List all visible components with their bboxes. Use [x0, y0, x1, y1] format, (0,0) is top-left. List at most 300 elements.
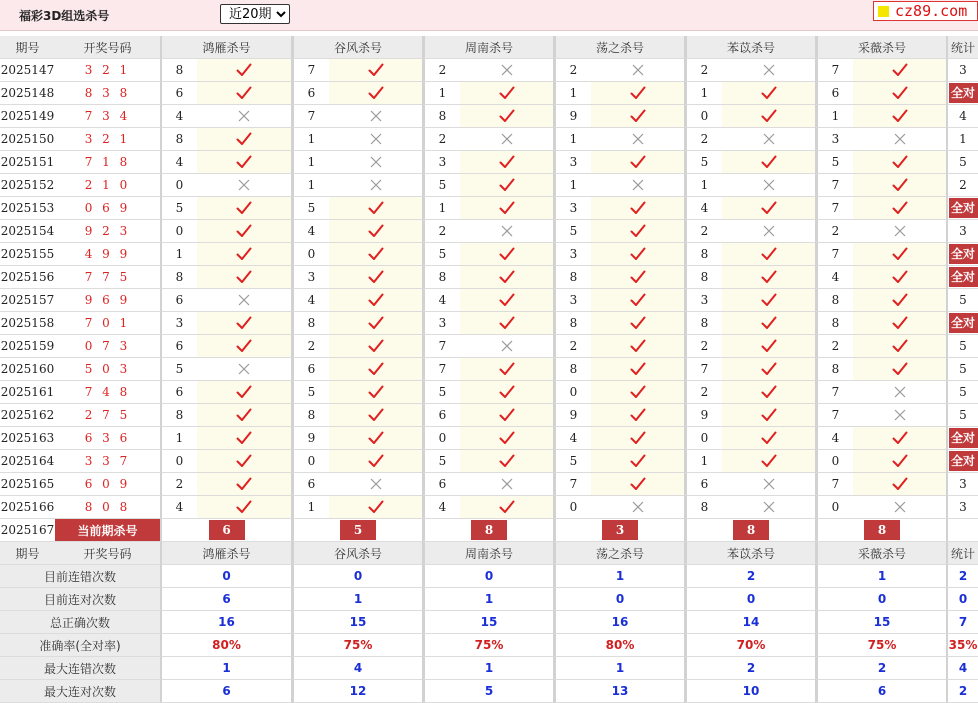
result-mark: [197, 197, 291, 220]
check-icon: [892, 316, 908, 330]
stats-label: 最大连对次数: [0, 680, 160, 703]
draw-number: 9 2 3: [55, 220, 160, 243]
stats-value: 16: [553, 611, 684, 634]
column-header-expert: 采薇杀号: [815, 36, 946, 59]
check-icon: [368, 385, 384, 399]
issue-number: 2025166: [0, 496, 55, 519]
table-row: [0, 197, 978, 220]
current-kill-digit: [553, 519, 684, 542]
check-icon: [761, 385, 777, 399]
result-mark: [853, 427, 946, 450]
stats-total: 4: [946, 657, 978, 680]
stat-count: 1: [946, 128, 978, 151]
period-select[interactable]: [220, 4, 290, 24]
check-icon: [499, 247, 515, 261]
result-mark: [853, 105, 946, 128]
check-icon: [630, 293, 646, 307]
killed-digit: 0: [422, 427, 460, 450]
killed-digit: 7: [422, 335, 460, 358]
stats-value: 13: [553, 680, 684, 703]
column-header-draw: 开奖号码: [55, 542, 160, 565]
stats-value: 2: [684, 657, 815, 680]
table-row: [0, 404, 978, 427]
check-icon: [761, 362, 777, 376]
killed-digit: 7: [815, 381, 853, 404]
killed-digit: 1: [291, 496, 329, 519]
stats-label: 目前连对次数: [0, 588, 160, 611]
check-icon: [236, 155, 252, 169]
cross-icon: [763, 64, 775, 76]
killed-digit: 6: [160, 381, 197, 404]
killed-digit: 8: [684, 243, 722, 266]
check-icon: [761, 408, 777, 422]
check-icon: [236, 431, 252, 445]
result-mark: [853, 450, 946, 473]
check-icon: [630, 431, 646, 445]
stats-value: 0: [815, 588, 946, 611]
result-mark: [853, 151, 946, 174]
check-icon: [368, 224, 384, 238]
stats-value: 1: [553, 657, 684, 680]
table-row: [0, 82, 978, 105]
killed-digit: 6: [291, 473, 329, 496]
result-mark: [329, 128, 422, 151]
check-icon: [892, 109, 908, 123]
check-icon: [761, 86, 777, 100]
stats-value: 80%: [160, 634, 291, 657]
issue-number: 2025152: [0, 174, 55, 197]
table-row: [0, 358, 978, 381]
column-header-expert: 谷风杀号: [291, 36, 422, 59]
stats-value: 0: [553, 588, 684, 611]
all-right-badge: 全对: [949, 313, 978, 333]
current-kill-digit: [815, 519, 946, 542]
cross-icon: [238, 294, 250, 306]
check-icon: [368, 431, 384, 445]
check-icon: [368, 201, 384, 215]
column-header-issue: 期号: [0, 542, 55, 565]
draw-number: 2 1 0: [55, 174, 160, 197]
result-mark: [329, 427, 422, 450]
draw-number: 7 7 5: [55, 266, 160, 289]
killed-digit: 1: [684, 174, 722, 197]
killed-digit: 0: [160, 220, 197, 243]
killed-digit: 3: [160, 312, 197, 335]
result-mark: [329, 404, 422, 427]
result-mark: [329, 82, 422, 105]
check-icon: [236, 247, 252, 261]
result-mark: [460, 151, 553, 174]
draw-number: 4 9 9: [55, 243, 160, 266]
stats-value: 75%: [815, 634, 946, 657]
draw-number: 7 4 8: [55, 381, 160, 404]
result-mark: [853, 404, 946, 427]
killed-digit: 5: [160, 197, 197, 220]
killed-digit: 9: [291, 427, 329, 450]
killed-digit: 7: [684, 358, 722, 381]
result-mark: [197, 496, 291, 519]
site-logo[interactable]: [873, 1, 978, 21]
result-mark: [722, 174, 815, 197]
all-right-badge: 全对: [949, 267, 978, 287]
cross-icon: [632, 501, 644, 513]
result-mark: [197, 312, 291, 335]
check-icon: [892, 431, 908, 445]
result-mark: [197, 174, 291, 197]
check-icon: [892, 201, 908, 215]
stats-value: 5: [422, 680, 553, 703]
stats-value: 15: [422, 611, 553, 634]
all-right-badge: 全对: [949, 83, 978, 103]
result-mark: [591, 266, 684, 289]
stats-value: 80%: [553, 634, 684, 657]
cross-icon: [501, 64, 513, 76]
killed-digit: 2: [553, 335, 591, 358]
killed-digit: 4: [291, 289, 329, 312]
result-mark: [591, 289, 684, 312]
current-kill-digit: [160, 519, 291, 542]
check-icon: [236, 224, 252, 238]
stats-label: 准确率(全对率): [0, 634, 160, 657]
result-mark: [722, 427, 815, 450]
draw-number: 7 1 8: [55, 151, 160, 174]
killed-digit: 5: [422, 174, 460, 197]
issue-number: 2025160: [0, 358, 55, 381]
result-mark: [853, 312, 946, 335]
cross-icon: [632, 64, 644, 76]
all-right-badge: 全对: [949, 428, 978, 448]
check-icon: [892, 178, 908, 192]
cross-icon: [894, 409, 906, 421]
check-icon: [499, 385, 515, 399]
cross-icon: [370, 179, 382, 191]
killed-digit: 7: [815, 59, 853, 82]
table-row: [0, 174, 978, 197]
result-mark: [722, 312, 815, 335]
check-icon: [236, 454, 252, 468]
column-header-expert: 谷风杀号: [291, 542, 422, 565]
check-icon: [630, 362, 646, 376]
draw-number: 3 2 1: [55, 59, 160, 82]
stat-count: 5: [946, 404, 978, 427]
current-stat-empty: [946, 519, 978, 542]
stats-value: 6: [815, 680, 946, 703]
check-icon: [499, 500, 515, 514]
stats-total: 35%: [946, 634, 978, 657]
issue-number: 2025155: [0, 243, 55, 266]
stats-value: 6: [160, 588, 291, 611]
check-icon: [368, 86, 384, 100]
logo-square-icon: [878, 6, 889, 17]
killed-digit: 7: [815, 404, 853, 427]
result-mark: [329, 266, 422, 289]
check-icon: [236, 63, 252, 77]
killed-digit: 0: [160, 174, 197, 197]
check-icon: [236, 270, 252, 284]
check-icon: [630, 316, 646, 330]
check-icon: [368, 293, 384, 307]
killed-digit: 2: [684, 335, 722, 358]
result-mark: [853, 473, 946, 496]
killed-digit: 0: [815, 496, 853, 519]
result-mark: [197, 450, 291, 473]
killed-digit: 3: [553, 197, 591, 220]
killed-digit: 0: [684, 105, 722, 128]
killed-digit: 2: [684, 381, 722, 404]
killed-digit: 6: [291, 358, 329, 381]
killed-digit: 5: [553, 450, 591, 473]
killed-digit: 4: [160, 151, 197, 174]
check-icon: [630, 201, 646, 215]
killed-digit: 4: [160, 105, 197, 128]
killed-digit: 0: [553, 496, 591, 519]
draw-number: 3 2 1: [55, 128, 160, 151]
check-icon: [236, 132, 252, 146]
killed-digit: 9: [553, 105, 591, 128]
issue-number: 2025164: [0, 450, 55, 473]
draw-number: 0 7 3: [55, 335, 160, 358]
result-mark: [722, 358, 815, 381]
table-row: [0, 220, 978, 243]
check-icon: [761, 454, 777, 468]
result-mark: [460, 243, 553, 266]
check-icon: [630, 385, 646, 399]
stats-value: 12: [291, 680, 422, 703]
killed-digit: 0: [291, 450, 329, 473]
killed-digit: 1: [160, 427, 197, 450]
result-mark: [853, 381, 946, 404]
cross-icon: [501, 225, 513, 237]
killed-digit: 5: [553, 220, 591, 243]
column-header-expert: 苯苡杀号: [684, 36, 815, 59]
issue-number: 2025147: [0, 59, 55, 82]
killed-digit: 0: [684, 427, 722, 450]
check-icon: [630, 477, 646, 491]
result-mark: [591, 381, 684, 404]
stats-total: 7: [946, 611, 978, 634]
killed-digit: 8: [684, 312, 722, 335]
result-mark: [329, 105, 422, 128]
stat-count: 5: [946, 289, 978, 312]
result-mark: [722, 289, 815, 312]
killed-digit: 1: [291, 128, 329, 151]
draw-number: 9 6 9: [55, 289, 160, 312]
check-icon: [499, 201, 515, 215]
result-mark: [591, 496, 684, 519]
cross-icon: [632, 133, 644, 145]
killed-digit: 5: [422, 450, 460, 473]
killed-digit: 8: [684, 496, 722, 519]
stats-label: 目前连错次数: [0, 565, 160, 588]
killed-digit: 4: [160, 496, 197, 519]
killed-digit: 1: [291, 174, 329, 197]
stats-value: 1: [553, 565, 684, 588]
killed-digit: 4: [422, 496, 460, 519]
result-mark: [853, 128, 946, 151]
current-kill-badge: 8: [471, 520, 507, 540]
check-icon: [761, 247, 777, 261]
result-mark: [329, 312, 422, 335]
stats-value: 15: [291, 611, 422, 634]
killed-digit: 8: [160, 59, 197, 82]
check-icon: [236, 385, 252, 399]
check-icon: [630, 109, 646, 123]
check-icon: [368, 454, 384, 468]
cross-icon: [894, 225, 906, 237]
draw-number: 2 7 5: [55, 404, 160, 427]
result-mark: [197, 105, 291, 128]
cross-icon: [501, 133, 513, 145]
result-mark: [197, 266, 291, 289]
cross-icon: [501, 340, 513, 352]
draw-number: 3 3 7: [55, 450, 160, 473]
all-right-badge: 全对: [949, 198, 978, 218]
killed-digit: 0: [160, 450, 197, 473]
stat-count: 5: [946, 381, 978, 404]
check-icon: [368, 362, 384, 376]
killed-digit: 2: [815, 335, 853, 358]
killed-digit: 1: [553, 82, 591, 105]
column-header-expert: 苯苡杀号: [684, 542, 815, 565]
column-header-stat: 统计: [946, 36, 978, 59]
check-icon: [499, 362, 515, 376]
killed-digit: 3: [553, 151, 591, 174]
cross-icon: [238, 110, 250, 122]
result-mark: [460, 197, 553, 220]
result-mark: [853, 82, 946, 105]
stats-total: 2: [946, 565, 978, 588]
stats-label: 总正确次数: [0, 611, 160, 634]
check-icon: [761, 293, 777, 307]
check-icon: [892, 339, 908, 353]
result-mark: [591, 151, 684, 174]
check-icon: [630, 408, 646, 422]
kill-number-table: [0, 36, 978, 703]
killed-digit: 5: [422, 381, 460, 404]
result-mark: [460, 404, 553, 427]
killed-digit: 1: [684, 450, 722, 473]
check-icon: [761, 431, 777, 445]
stats-value: 75%: [291, 634, 422, 657]
result-mark: [853, 266, 946, 289]
current-kill-digit: [684, 519, 815, 542]
current-kill-badge: 8: [864, 520, 900, 540]
all-right-badge: 全对: [949, 451, 978, 471]
killed-digit: 8: [160, 404, 197, 427]
draw-number: 7 3 4: [55, 105, 160, 128]
stats-value: 75%: [422, 634, 553, 657]
column-header-expert: 荡之杀号: [553, 36, 684, 59]
killed-digit: 4: [815, 266, 853, 289]
check-icon: [630, 454, 646, 468]
table-row: [0, 266, 978, 289]
result-mark: [722, 59, 815, 82]
check-icon: [761, 201, 777, 215]
check-icon: [630, 155, 646, 169]
table-row: [0, 151, 978, 174]
table-row: [0, 105, 978, 128]
result-mark: [722, 450, 815, 473]
header-row: [0, 542, 978, 565]
stat-count: [946, 312, 978, 335]
check-icon: [630, 339, 646, 353]
result-mark: [460, 427, 553, 450]
result-mark: [853, 335, 946, 358]
check-icon: [761, 155, 777, 169]
killed-digit: 6: [684, 473, 722, 496]
table-row: [0, 335, 978, 358]
column-header-expert: 周南杀号: [422, 36, 553, 59]
result-mark: [591, 473, 684, 496]
check-icon: [368, 339, 384, 353]
result-mark: [460, 289, 553, 312]
result-mark: [591, 105, 684, 128]
killed-digit: 0: [815, 450, 853, 473]
stat-count: [946, 266, 978, 289]
check-icon: [368, 316, 384, 330]
check-icon: [499, 431, 515, 445]
page-title: 福彩3D组选杀号: [19, 9, 110, 23]
killed-digit: 1: [291, 151, 329, 174]
check-icon: [630, 270, 646, 284]
result-mark: [460, 496, 553, 519]
table-row: [0, 243, 978, 266]
check-icon: [499, 270, 515, 284]
stats-value: 1: [422, 657, 553, 680]
result-mark: [197, 82, 291, 105]
check-icon: [368, 247, 384, 261]
killed-digit: 0: [291, 243, 329, 266]
header-row: [0, 36, 978, 59]
result-mark: [329, 220, 422, 243]
killed-digit: 7: [815, 174, 853, 197]
killed-digit: 2: [160, 473, 197, 496]
killed-digit: 2: [291, 335, 329, 358]
killed-digit: 1: [553, 128, 591, 151]
killed-digit: 8: [160, 128, 197, 151]
check-icon: [892, 293, 908, 307]
cross-icon: [763, 179, 775, 191]
killed-digit: 6: [160, 82, 197, 105]
killed-digit: 1: [684, 82, 722, 105]
killed-digit: 8: [553, 266, 591, 289]
check-icon: [499, 454, 515, 468]
stat-count: 3: [946, 473, 978, 496]
check-icon: [368, 63, 384, 77]
result-mark: [329, 197, 422, 220]
stats-value: 16: [160, 611, 291, 634]
killed-digit: 7: [422, 358, 460, 381]
current-period-row: [0, 519, 978, 542]
result-mark: [591, 220, 684, 243]
killed-digit: 2: [684, 59, 722, 82]
result-mark: [722, 404, 815, 427]
cross-icon: [894, 501, 906, 513]
check-icon: [630, 86, 646, 100]
stats-row: [0, 634, 978, 657]
cross-icon: [238, 179, 250, 191]
check-icon: [499, 86, 515, 100]
killed-digit: 4: [422, 289, 460, 312]
stats-value: 2: [684, 565, 815, 588]
result-mark: [722, 82, 815, 105]
current-issue: 2025167: [0, 519, 55, 542]
result-mark: [329, 381, 422, 404]
killed-digit: 4: [815, 427, 853, 450]
result-mark: [197, 128, 291, 151]
stats-value: 0: [422, 565, 553, 588]
top-bar: [0, 0, 978, 31]
